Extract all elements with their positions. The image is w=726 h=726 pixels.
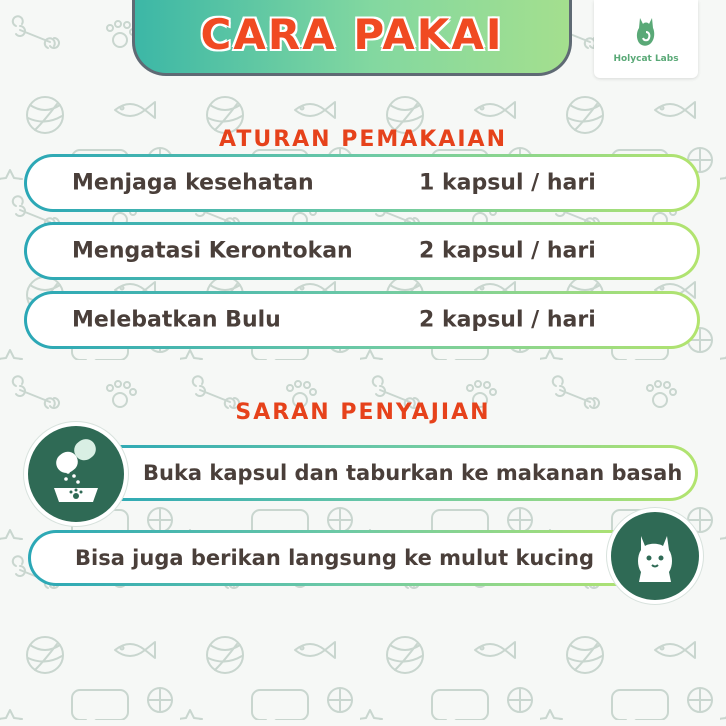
dosage-row-label: Mengatasi Kerontokan xyxy=(72,238,353,264)
serving-tip-row xyxy=(28,530,648,586)
serving-tip-row xyxy=(88,445,698,501)
cat-logo-icon xyxy=(634,14,658,48)
dosage-heading: ATURAN PEMAKAIAN xyxy=(219,127,507,152)
cat-icon xyxy=(607,508,703,604)
brand-name: Holycat Labs xyxy=(613,54,679,64)
serving-tip-text: Buka kapsul dan taburkan ke makanan basah xyxy=(143,461,683,485)
page-title: CARA PAKAI xyxy=(200,10,504,59)
capsule-bowl-icon xyxy=(24,422,128,526)
serving-tip-text: Bisa juga berikan langsung ke mulut kucing xyxy=(75,546,595,570)
title-banner xyxy=(132,0,572,76)
dosage-row xyxy=(24,291,700,349)
dosage-row-label: Melebatkan Bulu xyxy=(72,307,281,333)
dosage-row xyxy=(24,222,700,280)
dosage-row xyxy=(24,154,700,212)
brand-logo xyxy=(594,0,698,78)
serving-heading: SARAN PENYAJIAN xyxy=(235,400,491,425)
dosage-row-dose: 2 kapsul / hari xyxy=(419,307,596,333)
dosage-row-dose: 1 kapsul / hari xyxy=(419,170,596,196)
dosage-row-label: Menjaga kesehatan xyxy=(72,170,314,196)
dosage-row-dose: 2 kapsul / hari xyxy=(419,238,596,264)
